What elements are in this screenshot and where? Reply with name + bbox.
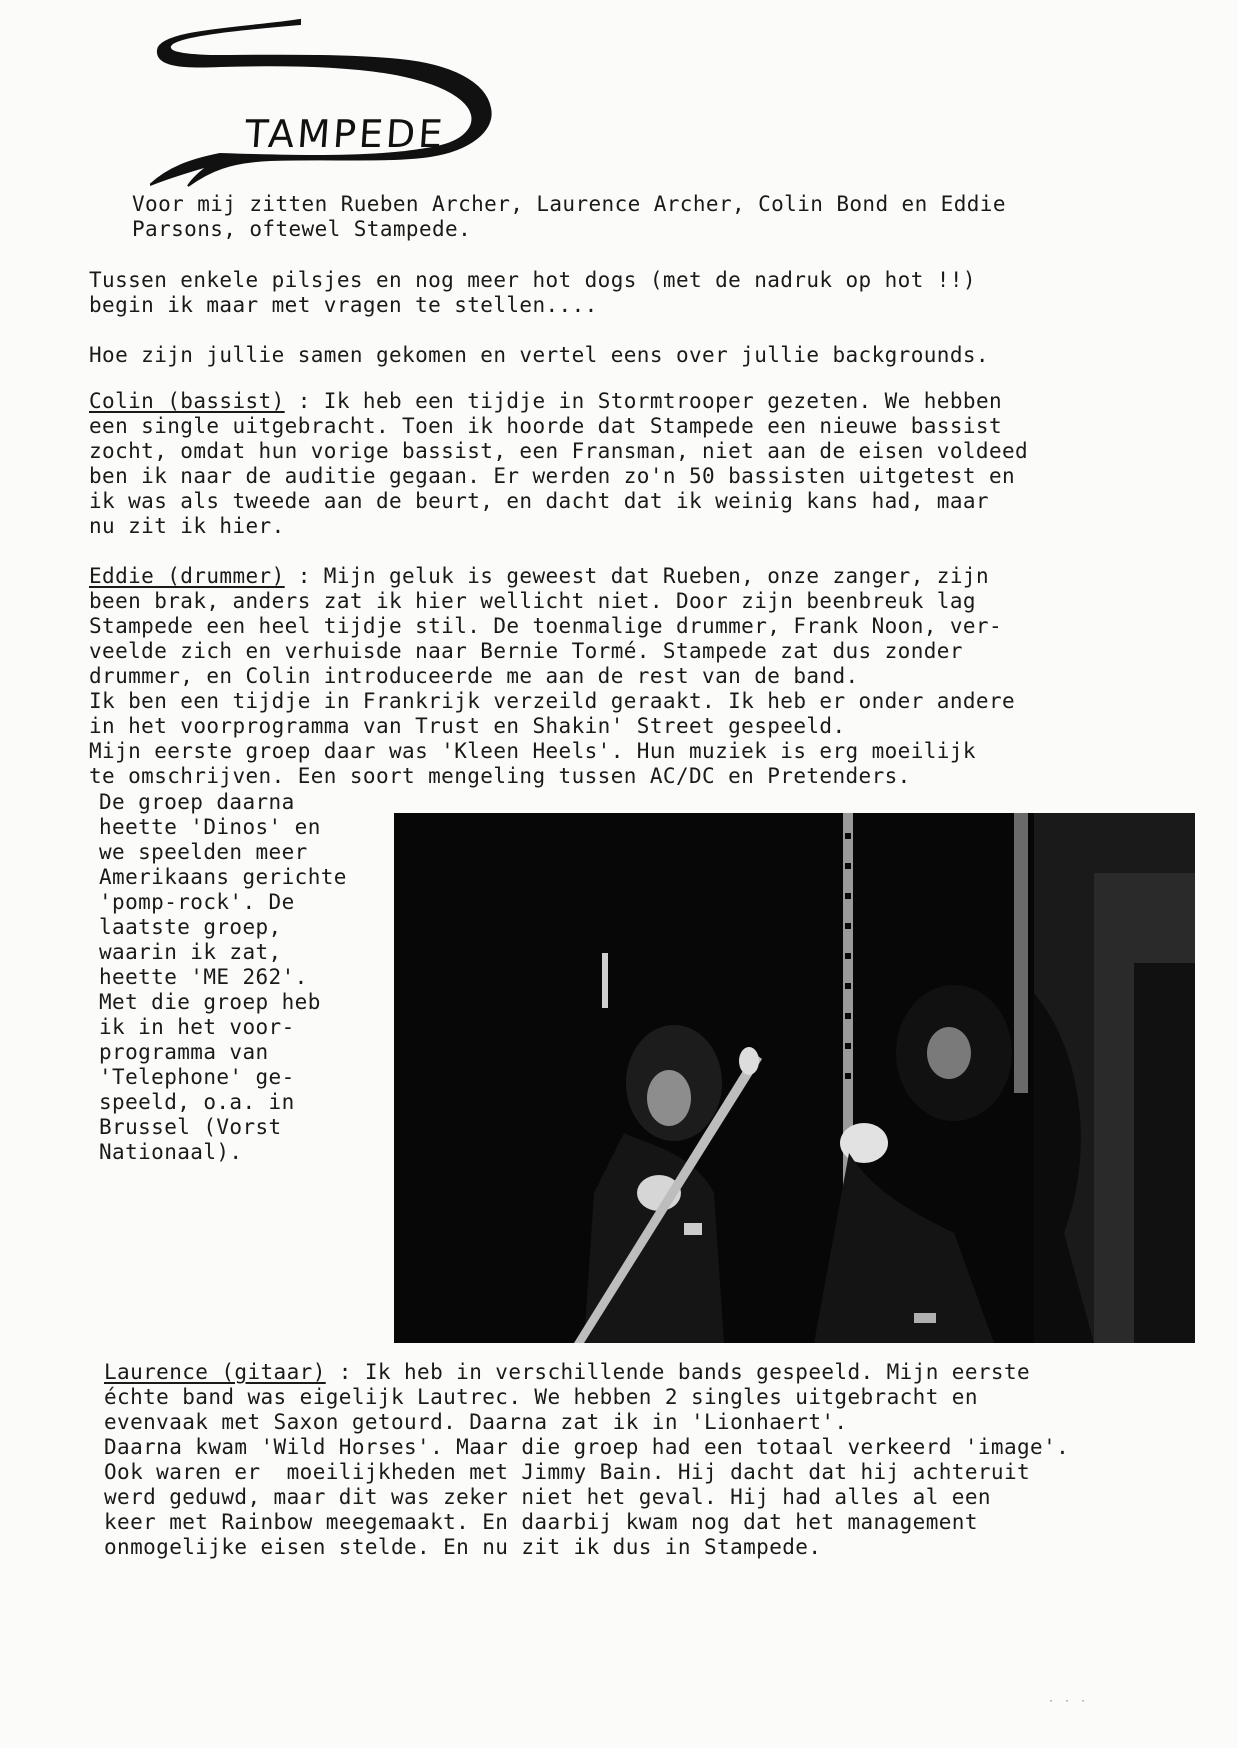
eddie-paragraph [89, 564, 1015, 789]
eddie-continued-paragraph: De groep daarna heette 'Dinos' en we speelden meer Amerikaans gerichte 'pomp-rock'. De laatste groep, waarin ik zat, heette 'ME 262'. Met die groep heb ik in het voor- programma van 'Telephone' ge- speeld, o.a. in Brussel (Vorst Nationaal). [99, 790, 347, 1164]
colin-paragraph [89, 389, 1028, 539]
tussen-paragraph: Tussen enkele pilsjes en nog meer hot dogs (met de nadruk op hot !!) begin ik maar met vragen te stellen.... [89, 268, 976, 317]
band-photo [394, 813, 1195, 1343]
eddie-label: Eddie (drummer) [89, 564, 285, 588]
page-mark: · · · [1048, 1696, 1089, 1707]
laurence-text: : Ik heb in verschillende bands gespeeld. Mijn eerste échte band was eigelijk Lautrec. We hebben 2 singles uitgebracht en evenvaak met Saxon getourd. Daarna zat ik in 'Lionhaert'. Daarna kwam 'Wild Horses'. Maar die groep had een totaal verkeerd 'image'. Ook waren er moeilijkheden met Jimmy Bain. Hij dacht dat hij achteruit werd geduwd, maar dit was zeker niet het geval. Hij had alles al een keer met Rainbow meegemaakt. En daarbij kwam nog dat het management onmogelijke eisen stelde. En nu zit ik dus in Stampede. [104, 1360, 1070, 1559]
laurence-label: Laurence (gitaar) [104, 1360, 326, 1384]
colin-label: Colin (bassist) [89, 389, 285, 413]
band-photo-image [394, 813, 1195, 1343]
question-paragraph: Hoe zijn jullie samen gekomen en vertel eens over jullie backgrounds. [89, 343, 989, 367]
laurence-paragraph [104, 1360, 1069, 1560]
intro-paragraph: Voor mij zitten Rueben Archer, Laurence Archer, Colin Bond en Eddie Parsons, oftewel Stampede. [132, 192, 1006, 241]
article-title: TAMPEDE [243, 112, 447, 156]
colin-text: : Ik heb een tijdje in Stormtrooper gezeten. We hebben een single uitgebracht. Toen ik hoorde dat Stampede een nieuwe bassist zocht, omdat hun vorige bassist, een Fransman, niet aan de eisen voldeed ben ik naar de auditie gegaan. Er werden zo'n 50 bassisten uitgetest en ik was als tweede aan de beurt, en dacht dat ik weinig kans had, maar nu zit ik hier. [89, 389, 1029, 538]
swoosh-s-icon [150, 10, 530, 195]
stampede-logo-swoosh [150, 10, 530, 195]
eddie-text: : Mijn geluk is geweest dat Rueben, onze zanger, zijn been brak, anders zat ik hier wellicht niet. Door zijn beenbreuk lag Stampede een heel tijdje stil. De toenmalige drummer, Frank Noon, ver- veelde zich en verhuisde naar Bernie Tormé. Stampede zat dus zonder drummer, en Colin introduceerde me aan de rest van de band. Ik ben een tijdje in Frankrijk verzeild geraakt. Ik heb er onder andere in het voorprogramma van Trust en Shakin' Street gespeeld. Mijn eerste groep daar was 'Kleen Heels'. Hun muziek is erg moeilijk te omschrijven. Een soort mengeling tussen AC/DC en Pretenders. [89, 564, 1016, 788]
